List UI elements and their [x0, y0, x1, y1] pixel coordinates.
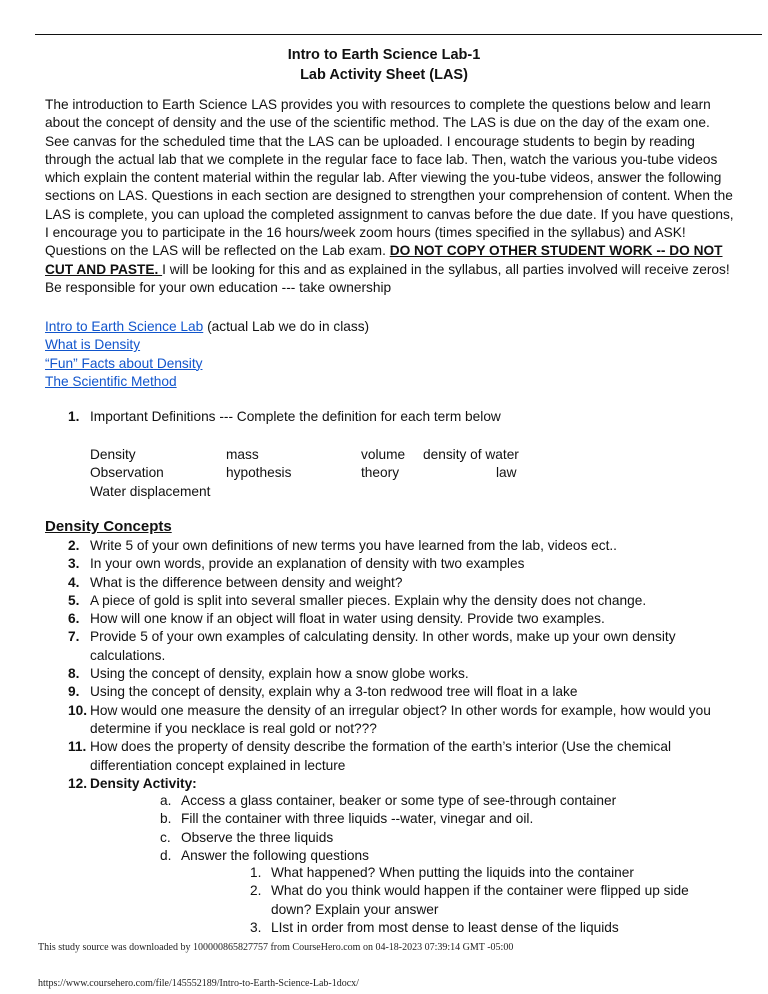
question-number: 1. [68, 409, 80, 424]
question-item: 5. A piece of gold is split into several smaller pieces. Explain why the density does not change. [68, 592, 647, 608]
activity-step: a. Access a glass container, beaker or some type of see-through container [160, 793, 617, 808]
link-scientific-method[interactable]: The Scientific Method [45, 373, 177, 389]
question-item: 2. Write 5 of your own definitions of new terms you have learned from the lab, videos ect.. [68, 538, 617, 553]
term: Observation [90, 465, 164, 481]
intro-text: The introduction to Earth Science LAS provides you with resources to complete the questions below and learn about the concept of density and the use of the scientific method. The LAS is due on the day of the exam one. See canvas for the scheduled time that the LAS can be uploaded. I encourage students to begin by reading through the actual lab that we complete in the regular face to face lab. Then, watch the various you-tube videos which explain the content material within the regular lab. After viewing the you-tube videos, answer the following sections on LAS. Questions in each section are designed to strengthen your comprehension of content. When the LAS is complete, you can upload the completed assignment to canvas before the due date. If you have questions, I encourage you to participate in the 16 hours/week zoom hours (times specified in the syllabus) and ASK! Questions on the LAS will be reflected on the Lab exam. [45, 97, 734, 259]
term: law [496, 465, 517, 481]
question-item: 9. Using the concept of density, explain why a 3-ton redwood tree will float in a lake [68, 684, 578, 700]
header-rule [35, 34, 762, 35]
title-line-2: Lab Activity Sheet (LAS) [300, 67, 468, 83]
activity-steps [160, 792, 616, 865]
activity-step: c. Observe the three liquids [160, 829, 334, 845]
question-list [68, 537, 728, 793]
activity-questions [250, 864, 720, 937]
term: Water displacement [90, 483, 211, 499]
activity-question: 1. What happened? When putting the liquids into the container [250, 865, 634, 880]
activity-step: d. Answer the following questions [160, 847, 369, 863]
intro-closing: I will be looking for this and as explained in the syllabus, all parties involved will receive zeros! Be responsible for your own education --- take ownership [45, 261, 730, 295]
question-1 [68, 408, 501, 426]
term: volume [361, 447, 406, 462]
intro-paragraph [45, 96, 735, 297]
question-item: 4. What is the difference between density and weight? [68, 574, 403, 590]
title-line-1: Intro to Earth Science Lab-1 [287, 47, 481, 63]
source-url: https://www.coursehero.com/file/145552189/Intro-to-Earth-Science-Lab-1docx/ [38, 978, 359, 989]
question-item: 3. In your own words, provide an explanation of density with two examples [68, 556, 525, 572]
copy-warning: DO NOT COPY OTHER STUDENT WORK -- DO NOT CUT AND PASTE. [45, 243, 723, 277]
question-item: 7. Provide 5 of your own examples of calculating density. In other words, make up your own density calculations. [68, 629, 676, 663]
document-title [0, 45, 768, 85]
term: density of water [423, 447, 519, 462]
term: mass [226, 447, 259, 462]
question-item: 10. How would one measure the density of an irregular object? In other words for example, how would you determine if you necklace is real gold or not??? [68, 702, 711, 736]
link-row-fun-facts [45, 355, 369, 373]
activity-question: 2. What do you think would happen if the container were flipped up side down? Explain your answer [250, 883, 689, 917]
term: Density [90, 447, 136, 462]
link-suffix: (actual Lab we do in class) [203, 319, 370, 334]
section-title: Density Concepts [45, 518, 172, 535]
link-intro-lab[interactable]: Intro to Earth Science Lab [45, 319, 204, 334]
term: hypothesis [226, 465, 292, 481]
activity-question: 3. LIst in order from most dense to least dense of the liquids [250, 919, 619, 935]
question-item: 6. How will one know if an object will float in water using density. Provide two examples. [68, 611, 605, 627]
download-note: This study source was downloaded by 100000865827757 from CourseHero.com on 04-18-2023 07:39:14 GMT -05:00 [38, 942, 514, 953]
link-what-is-density[interactable]: What is Density [45, 337, 141, 353]
link-row-density [45, 336, 369, 354]
link-fun-facts[interactable]: “Fun” Facts about Density [45, 355, 203, 371]
question-item: 12. Density Activity: [68, 775, 197, 791]
question-text: Important Definitions --- Complete the definition for each term below [90, 409, 501, 424]
question-item: 11. How does the property of density describe the formation of the earth’s interior (Use the chemical differentiation concept explained in lecture [68, 739, 671, 773]
activity-step: b. Fill the container with three liquids --water, vinegar and oil. [160, 811, 534, 827]
term: theory [361, 465, 400, 481]
link-row-scientific-method [45, 373, 369, 391]
link-row-lab [45, 318, 369, 336]
resource-links [45, 318, 369, 391]
question-item: 8. Using the concept of density, explain how a snow globe works. [68, 666, 469, 682]
